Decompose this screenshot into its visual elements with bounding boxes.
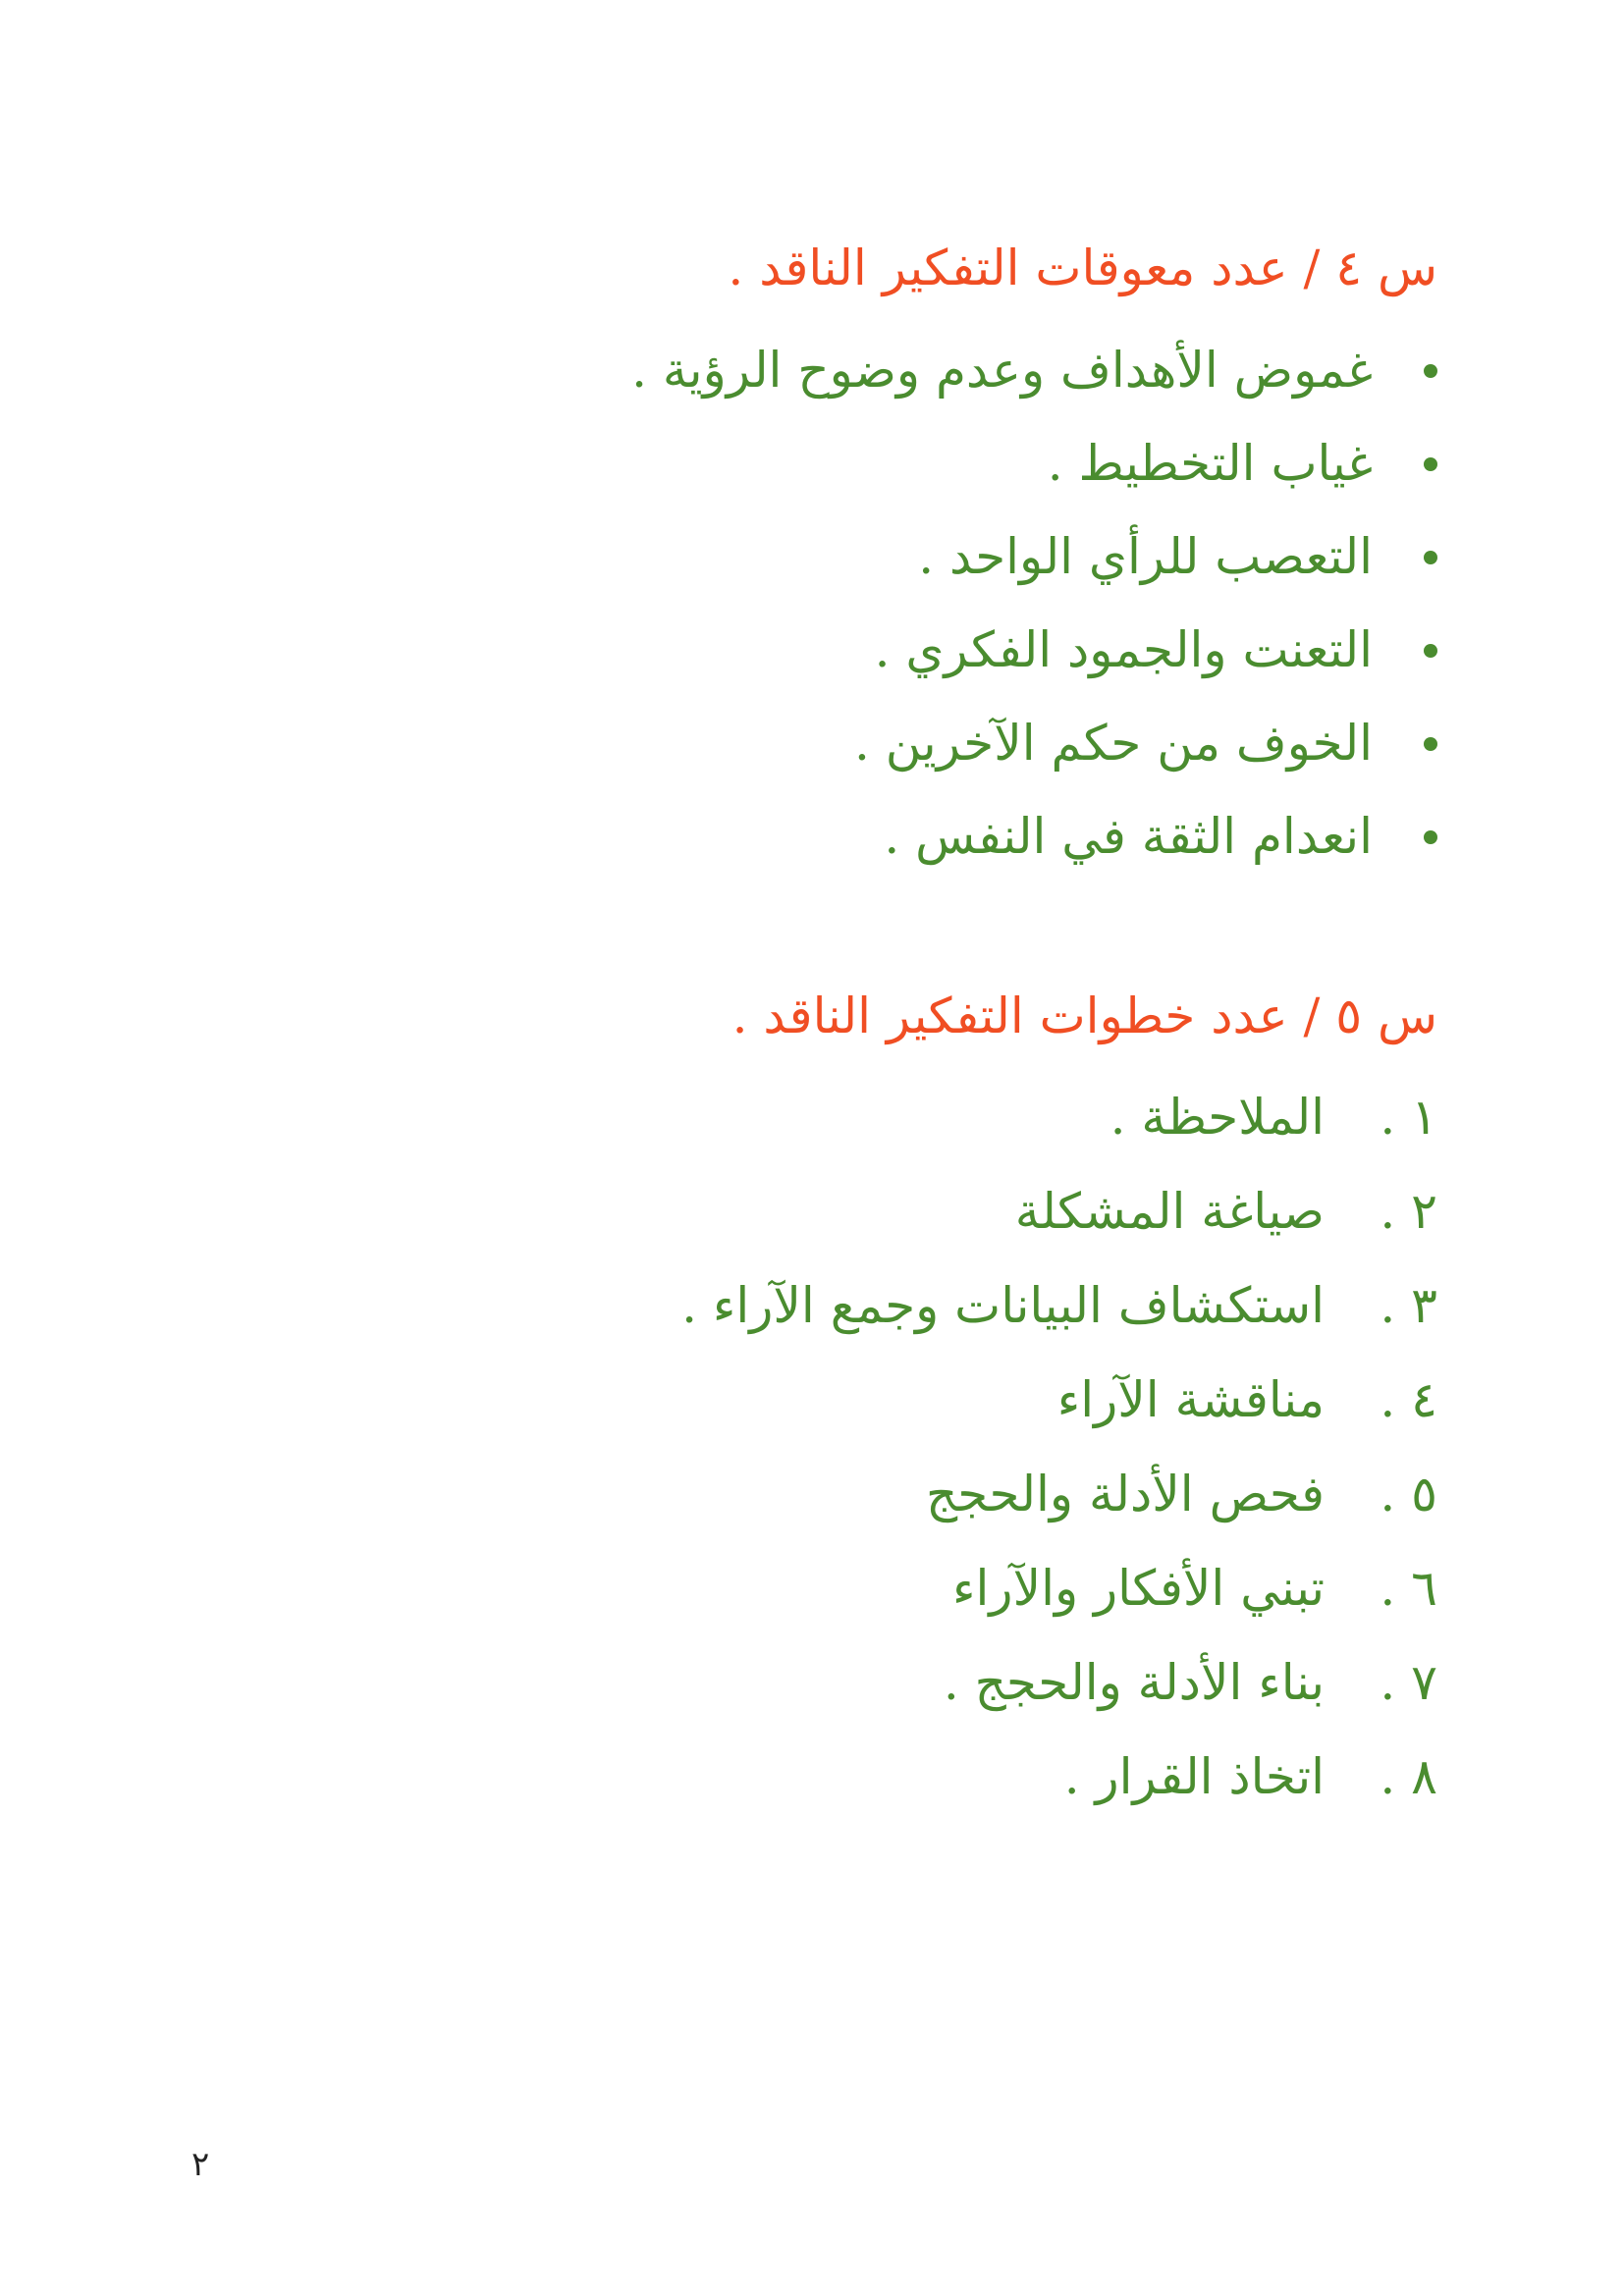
step-item xyxy=(681,1730,1437,1824)
step-text: تبني الأفكار والآراء xyxy=(952,1560,1325,1617)
bullet-icon xyxy=(1424,551,1437,564)
step-item xyxy=(681,1447,1437,1541)
answer-text: غموض الأهداف وعدم وضوح الرؤية . xyxy=(631,342,1373,399)
step-text: فحص الأدلة والحجج xyxy=(925,1466,1325,1522)
step-text: مناقشة الآراء xyxy=(1056,1371,1325,1428)
answer-text: انعدام الثقة في النفس . xyxy=(884,808,1373,865)
answer-text: التعنت والجمود الفكري . xyxy=(874,621,1373,678)
answer-text: غياب التخطيط . xyxy=(1047,435,1373,492)
question-5-heading: س ٥ / عدد خطوات التفكير الناقد . xyxy=(731,988,1437,1044)
step-item xyxy=(681,1164,1437,1258)
answer-text: التعصب للرأي الواحد . xyxy=(918,528,1373,585)
answer-item xyxy=(631,790,1437,883)
step-text: الملاحظة . xyxy=(1110,1089,1325,1146)
step-item xyxy=(681,1541,1437,1635)
step-item xyxy=(681,1353,1437,1447)
step-number: ٦ . xyxy=(1380,1560,1437,1617)
answer-text: الخوف من حكم الآخرين . xyxy=(853,715,1373,772)
step-item xyxy=(681,1635,1437,1730)
question-5-step-list xyxy=(681,1070,1437,1824)
step-number: ٧ . xyxy=(1380,1654,1437,1711)
bullet-icon xyxy=(1424,364,1437,378)
step-number: ٣ . xyxy=(1380,1277,1437,1334)
step-text: صياغة المشكلة xyxy=(1014,1183,1325,1240)
step-number: ٥ . xyxy=(1380,1466,1437,1522)
step-number: ٨ . xyxy=(1380,1748,1437,1805)
answer-item xyxy=(631,604,1437,697)
step-text: بناء الأدلة والحجج . xyxy=(943,1654,1325,1711)
step-text: استكشاف البيانات وجمع الآراء . xyxy=(681,1277,1325,1334)
page-number: ٢ xyxy=(191,2145,210,2184)
step-number: ٤ . xyxy=(1380,1371,1437,1428)
question-4-answer-list xyxy=(631,324,1437,883)
bullet-icon xyxy=(1424,457,1437,471)
bullet-icon xyxy=(1424,644,1437,658)
answer-item xyxy=(631,417,1437,510)
step-item xyxy=(681,1070,1437,1164)
step-number: ٢ . xyxy=(1380,1183,1437,1240)
bullet-icon xyxy=(1424,830,1437,844)
bullet-icon xyxy=(1424,737,1437,751)
step-item xyxy=(681,1258,1437,1353)
step-number: ١ . xyxy=(1380,1089,1437,1146)
answer-item xyxy=(631,510,1437,604)
answer-item xyxy=(631,697,1437,790)
answer-item xyxy=(631,324,1437,417)
question-4-heading: س ٤ / عدد معوقات التفكير الناقد . xyxy=(728,240,1437,296)
step-text: اتخاذ القرار . xyxy=(1063,1748,1325,1805)
